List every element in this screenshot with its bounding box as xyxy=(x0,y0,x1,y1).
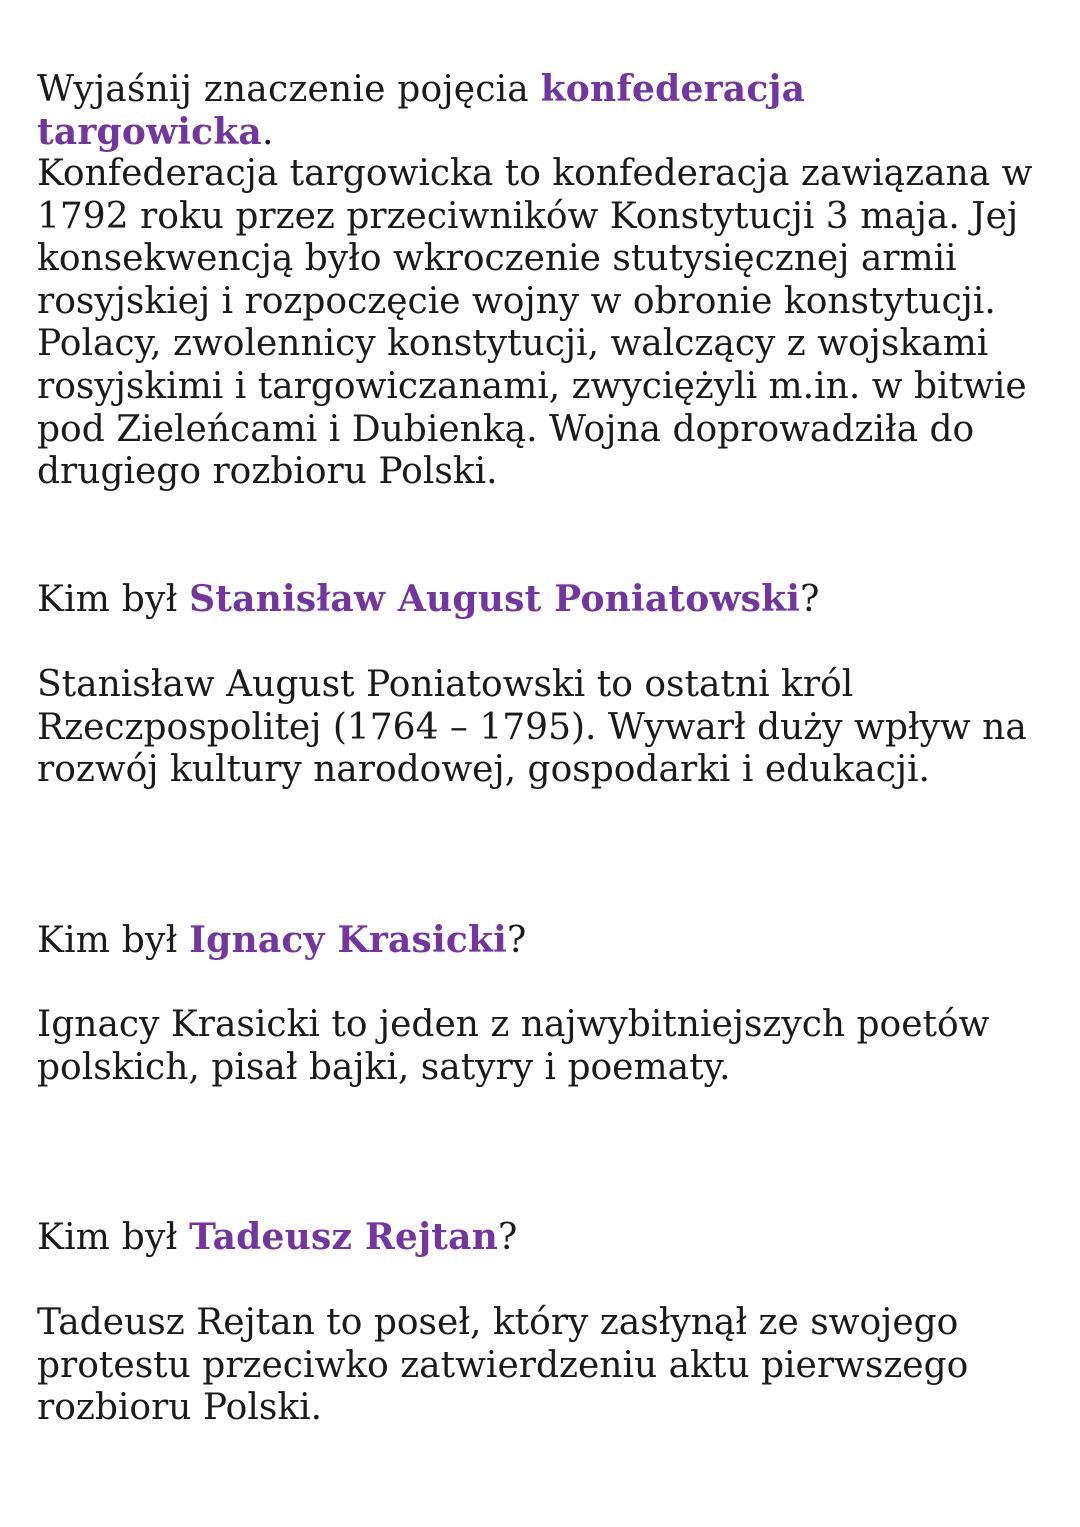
question-1-text: Wyjaśnij znaczenie pojęcia xyxy=(37,69,541,110)
answer-4 xyxy=(37,1302,1047,1430)
answer-2-line: rozwój kultury narodowej, gospodarki i edukacji. xyxy=(37,749,930,791)
question-4 xyxy=(37,1216,1047,1259)
answer-1-line: drugiego rozbioru Polski. xyxy=(37,451,498,493)
answer-1-line: konsekwencją było wkroczenie stutysięcznej armii xyxy=(37,238,957,280)
answer-3-line: Ignacy Krasicki to jeden z najwybitniejszych poetów xyxy=(37,1004,990,1045)
question-4-text: Kim był xyxy=(37,1217,190,1258)
answer-4-line: Tadeusz Rejtan to poseł, który zasłynął ze swojego xyxy=(37,1302,959,1343)
answer-1-line: Konfederacja targowicka to konfederacja zawiązana w xyxy=(37,153,1033,194)
answer-2-line: Rzeczpospolitej (1764 – 1795). Wywarł duży wpływ na xyxy=(37,706,1027,748)
question-3 xyxy=(37,919,1047,962)
question-1 xyxy=(37,68,1047,154)
question-3-term: Ignacy Krasicki xyxy=(189,919,508,961)
question-1-suffix: . xyxy=(261,112,274,153)
answer-4-line: protestu przeciwko zatwierdzeniu aktu pierwszego xyxy=(37,1344,969,1386)
question-3-suffix: ? xyxy=(507,920,527,961)
question-3-text: Kim był xyxy=(37,920,190,961)
answer-1-line: rosyjskiej i rozpoczęcie wojny w obronie konstytucji. xyxy=(37,280,996,322)
answer-2-line: Stanisław August Poniatowski to ostatni król xyxy=(37,664,854,705)
answer-1-line: 1792 roku przez przeciwników Konstytucji 3 maja. Jej xyxy=(37,195,1019,237)
question-2-text: Kim był xyxy=(37,579,190,620)
question-2-term: Stanisław August Poniatowski xyxy=(189,578,801,620)
question-1-term: konfederacja targowicka xyxy=(37,68,806,153)
answer-1 xyxy=(37,153,1047,494)
question-2 xyxy=(37,578,1047,621)
answer-1-line: pod Zieleńcami i Dubienką. Wojna doprowadziła do xyxy=(37,408,975,450)
question-2-suffix: ? xyxy=(800,579,820,620)
answer-1-line: Polacy, zwolennicy konstytucji, walczący z wojskami xyxy=(37,323,989,365)
answer-1-line: rosyjskimi i targowiczanami, zwyciężyli m.in. w bitwie xyxy=(37,365,1027,407)
answer-3 xyxy=(37,1004,1047,1089)
question-4-term: Tadeusz Rejtan xyxy=(189,1216,499,1258)
answer-2 xyxy=(37,664,1047,792)
answer-3-line: polskich, pisał bajki, satyry i poematy. xyxy=(37,1046,731,1088)
answer-4-line: rozbioru Polski. xyxy=(37,1387,323,1429)
question-4-suffix: ? xyxy=(498,1217,518,1258)
